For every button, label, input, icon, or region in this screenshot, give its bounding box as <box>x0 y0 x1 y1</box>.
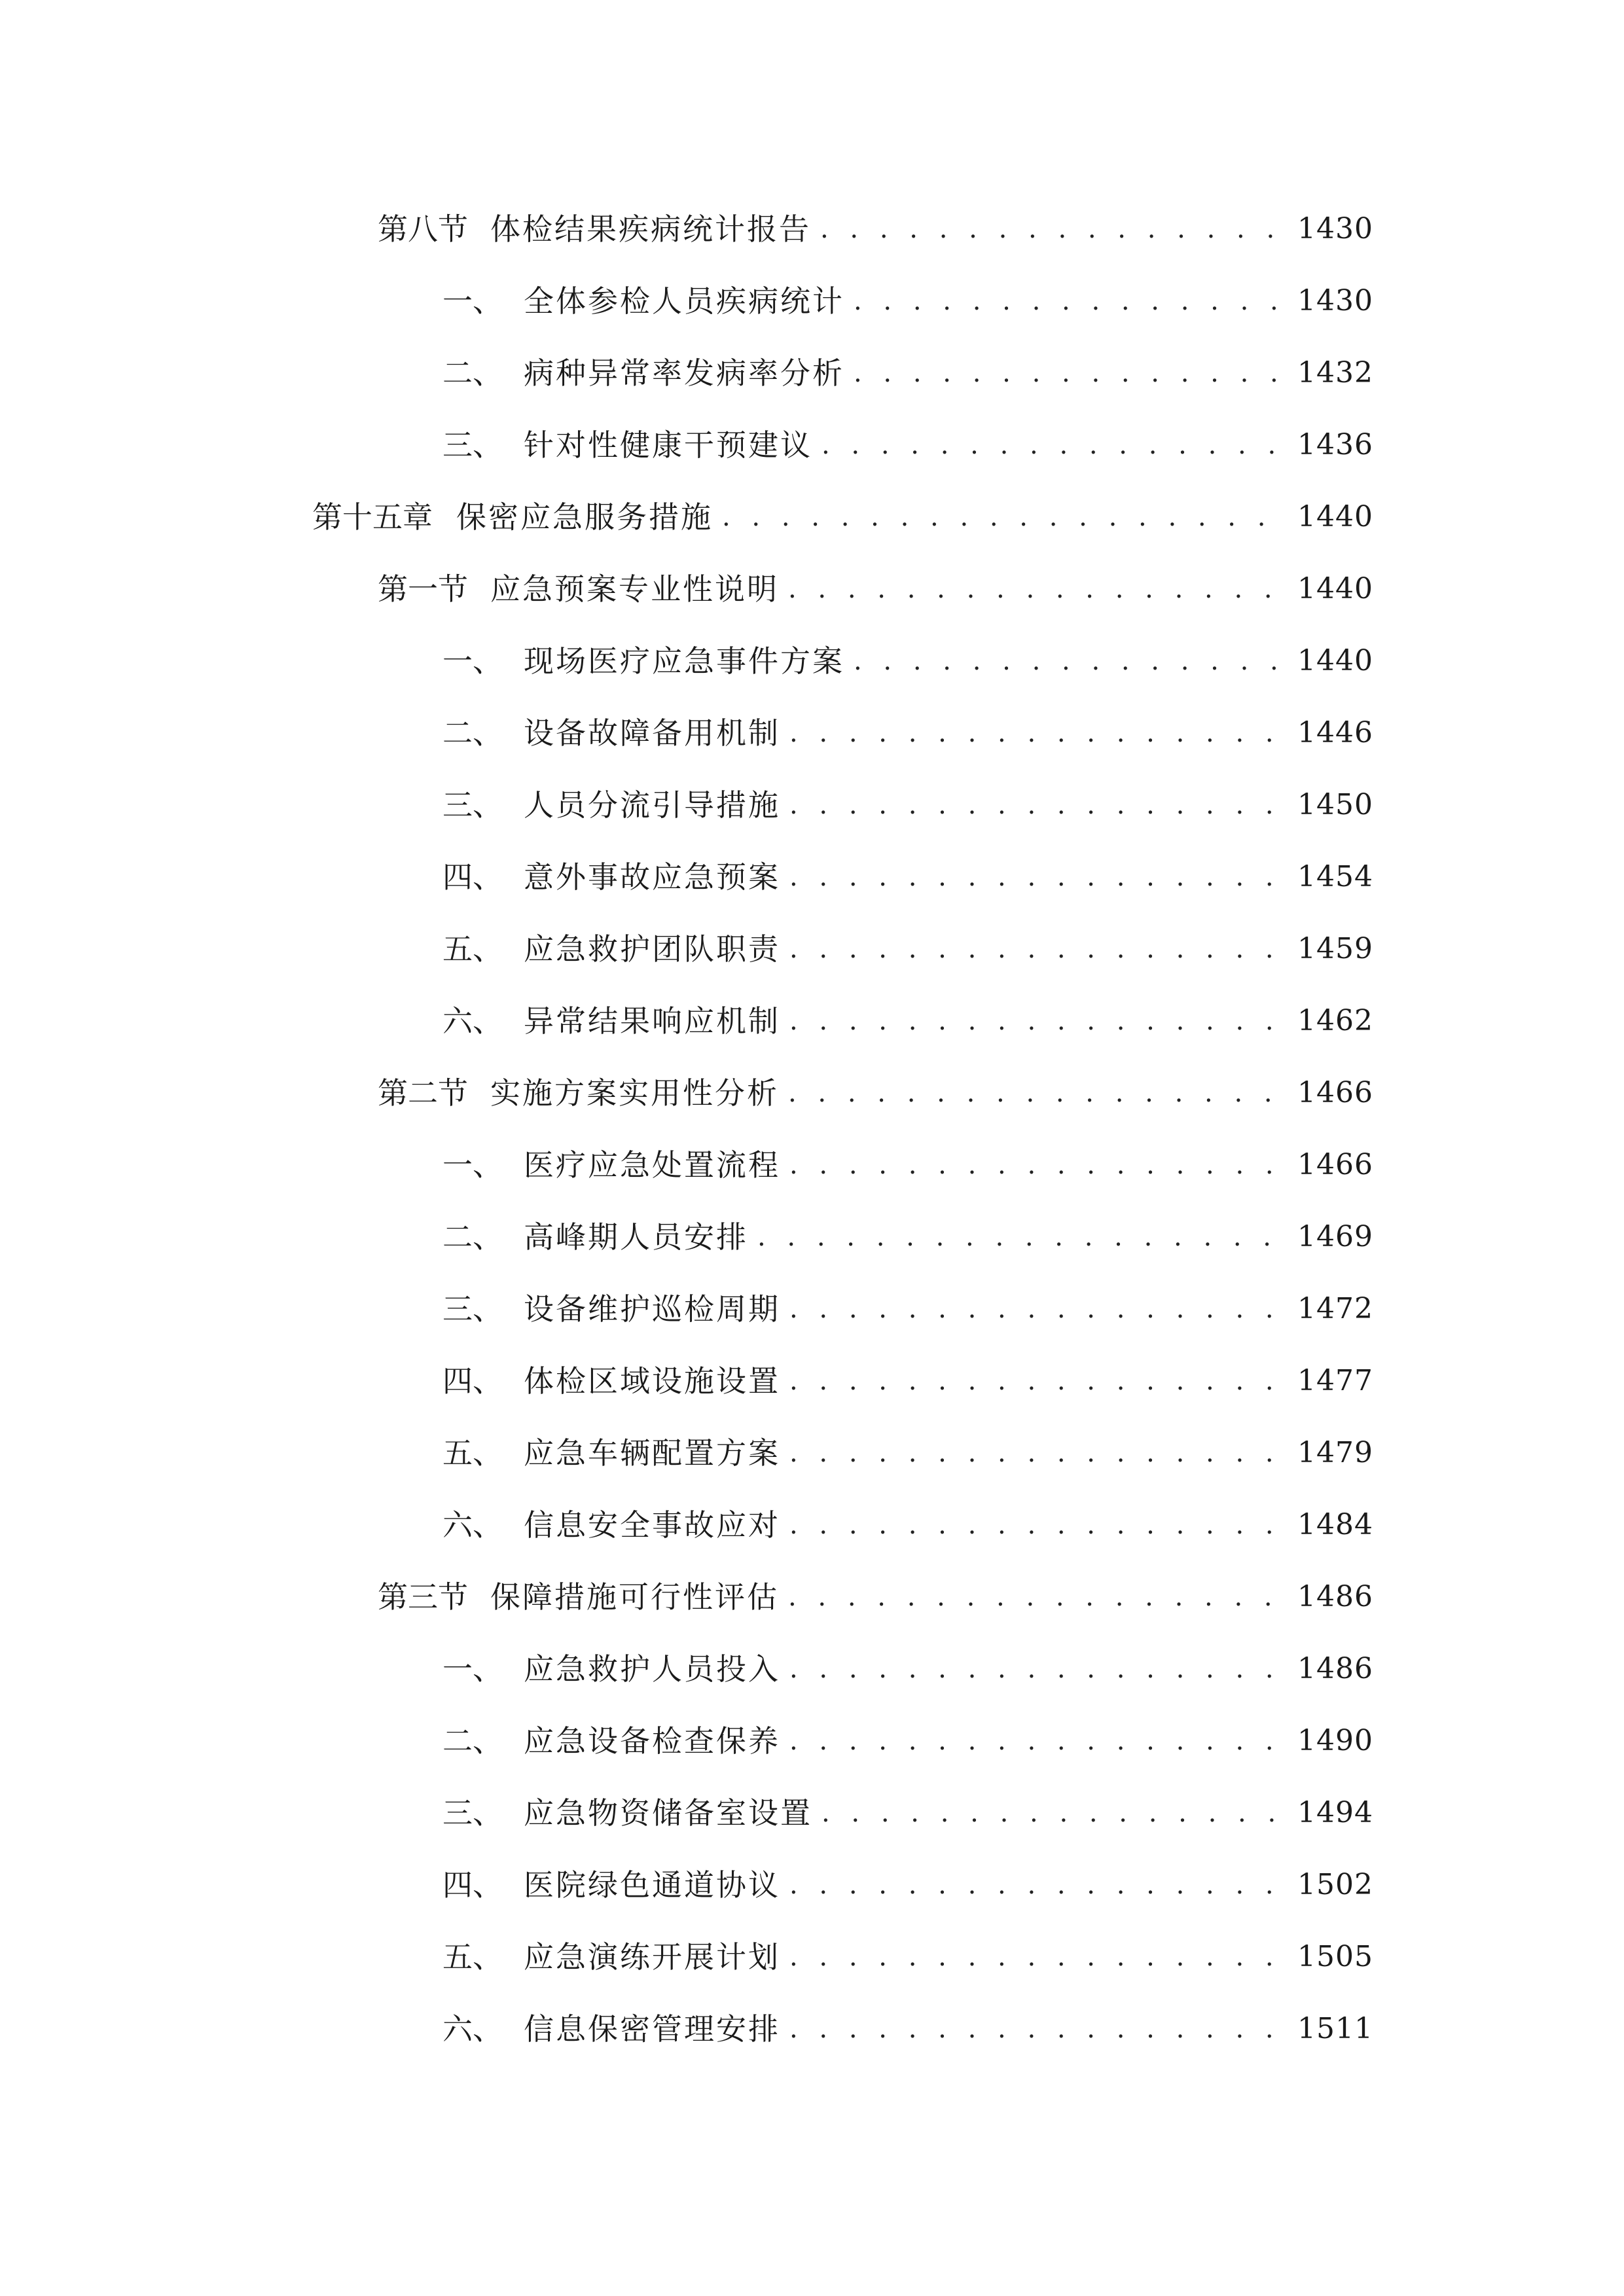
toc-entry-title: 应急演练开展计划 <box>524 1939 780 1975</box>
toc-entry-title: 体检区域设施设置 <box>524 1363 780 1399</box>
toc-entry-page: 1430 <box>1297 284 1373 317</box>
toc-entry-page: 1450 <box>1297 788 1373 821</box>
toc-dot-leader <box>854 635 1286 687</box>
toc-entry-marker: 四、 <box>442 1867 503 1903</box>
toc-dot-leader <box>789 1643 1286 1695</box>
toc-dot-leader <box>722 491 1286 543</box>
toc-entry-marker: 一、 <box>442 643 503 679</box>
toc-entry-marker: 二、 <box>442 1219 503 1255</box>
toc-entry-section[interactable] <box>378 1571 1373 1623</box>
toc-dot-leader <box>789 1931 1286 1983</box>
toc-entry-marker: 六、 <box>442 2011 503 2047</box>
toc-entry-page: 1440 <box>1297 644 1373 677</box>
toc-entry-page: 1440 <box>1297 500 1373 533</box>
toc-entry-marker: 第十五章 <box>312 499 433 535</box>
toc-entry-title: 意外事故应急预案 <box>524 859 780 895</box>
toc-entry-page: 1484 <box>1297 1508 1373 1541</box>
toc-entry-marker: 六、 <box>442 1003 503 1039</box>
toc-entry-item[interactable] <box>442 1715 1373 1767</box>
toc-entry-title: 信息保密管理安排 <box>524 2011 780 2047</box>
toc-entry-title: 高峰期人员安排 <box>524 1219 748 1255</box>
toc-entry-page: 1477 <box>1297 1364 1373 1397</box>
toc-entry-title: 保障措施可行性评估 <box>490 1579 779 1615</box>
toc-entry-item[interactable] <box>442 419 1373 471</box>
toc-entry-title: 应急设备检查保养 <box>524 1723 780 1759</box>
toc-entry-item[interactable] <box>442 1931 1373 1983</box>
toc-entry-marker: 一、 <box>442 1651 503 1687</box>
toc-entry-title: 应急物资储备室设置 <box>524 1795 812 1831</box>
toc-entry-title: 体检结果疾病统计报告 <box>490 211 811 247</box>
toc-entry-title: 保密应急服务措施 <box>456 499 713 535</box>
toc-entry-marker: 三、 <box>442 1291 503 1327</box>
toc-dot-leader <box>820 203 1286 255</box>
toc-entry-title: 应急救护团队职责 <box>524 931 780 967</box>
toc-dot-leader <box>854 347 1286 399</box>
toc-entry-page: 1469 <box>1297 1220 1373 1253</box>
toc-entry-title: 医疗应急处置流程 <box>524 1147 780 1183</box>
toc-entry-title: 实施方案实用性分析 <box>490 1075 779 1111</box>
toc-entry-marker: 五、 <box>442 1435 503 1471</box>
toc-entry-section[interactable] <box>378 203 1373 255</box>
toc-entry-page: 1502 <box>1297 1868 1373 1901</box>
toc-entry-page: 1462 <box>1297 1004 1373 1037</box>
toc-entry-title: 设备故障备用机制 <box>524 715 780 751</box>
toc-dot-leader <box>789 995 1286 1047</box>
toc-dot-leader <box>788 1571 1286 1623</box>
toc-entry-item[interactable] <box>442 1139 1373 1191</box>
toc-entry-title: 应急预案专业性说明 <box>490 571 779 607</box>
toc-entry-item[interactable] <box>442 347 1373 399</box>
toc-dot-leader <box>789 1859 1286 1911</box>
toc-entry-item[interactable] <box>442 851 1373 903</box>
toc-entry-marker: 二、 <box>442 1723 503 1759</box>
toc-entry-item[interactable] <box>442 275 1373 327</box>
toc-dot-leader <box>757 1211 1286 1263</box>
toc-entry-chapter[interactable] <box>312 491 1373 543</box>
toc-entry-item[interactable] <box>442 2003 1373 2055</box>
toc-entry-title: 人员分流引导措施 <box>524 787 780 823</box>
toc-entry-page: 1505 <box>1297 1940 1373 1973</box>
toc-entry-item[interactable] <box>442 635 1373 687</box>
toc-entry-page: 1486 <box>1297 1580 1373 1613</box>
toc-entry-title: 信息安全事故应对 <box>524 1507 780 1543</box>
toc-dot-leader <box>789 1283 1286 1335</box>
toc-entry-item[interactable] <box>442 1355 1373 1407</box>
toc-entry-page: 1479 <box>1297 1436 1373 1469</box>
toc-entry-title: 现场医疗应急事件方案 <box>524 643 844 679</box>
toc-dot-leader <box>789 923 1286 975</box>
toc-entry-marker: 四、 <box>442 859 503 895</box>
toc-entry-item[interactable] <box>442 1427 1373 1479</box>
toc-dot-leader <box>789 707 1286 759</box>
toc-dot-leader <box>789 2003 1286 2055</box>
toc-entry-marker: 四、 <box>442 1363 503 1399</box>
toc-entry-item[interactable] <box>442 995 1373 1047</box>
toc-entry-title: 病种异常率发病率分析 <box>524 355 844 391</box>
toc-entry-title: 应急救护人员投入 <box>524 1651 780 1687</box>
toc-entry-marker: 一、 <box>442 1147 503 1183</box>
toc-dot-leader <box>789 1715 1286 1767</box>
toc-entry-page: 1436 <box>1297 428 1373 461</box>
toc-dot-leader <box>789 1427 1286 1479</box>
toc-entry-item[interactable] <box>442 707 1373 759</box>
toc-entry-marker: 三、 <box>442 1795 503 1831</box>
toc-entry-title: 设备维护巡检周期 <box>524 1291 780 1327</box>
toc-entry-marker: 第三节 <box>378 1579 468 1615</box>
toc-entry-marker: 六、 <box>442 1507 503 1543</box>
toc-entry-page: 1490 <box>1297 1724 1373 1757</box>
toc-entry-item[interactable] <box>442 1787 1373 1839</box>
toc-entry-item[interactable] <box>442 779 1373 831</box>
toc-dot-leader <box>789 779 1286 831</box>
toc-entry-marker: 二、 <box>442 355 503 391</box>
toc-entry-page: 1430 <box>1297 212 1373 245</box>
toc-entry-item[interactable] <box>442 1859 1373 1911</box>
toc-entry-marker: 第一节 <box>378 571 468 607</box>
toc-entry-item[interactable] <box>442 1499 1373 1551</box>
toc-entry-marker: 二、 <box>442 715 503 751</box>
toc-entry-item[interactable] <box>442 1643 1373 1695</box>
toc-entry-page: 1459 <box>1297 932 1373 965</box>
toc-entry-section[interactable] <box>378 563 1373 615</box>
toc-entry-page: 1454 <box>1297 860 1373 893</box>
toc-entry-page: 1486 <box>1297 1652 1373 1685</box>
toc-dot-leader <box>789 1499 1286 1551</box>
toc-entry-item[interactable] <box>442 1211 1373 1263</box>
toc-entry-marker: 第八节 <box>378 211 468 247</box>
toc-entry-marker: 三、 <box>442 787 503 823</box>
toc-entry-page: 1466 <box>1297 1148 1373 1181</box>
toc-entry-page: 1432 <box>1297 356 1373 389</box>
toc-entry-marker: 第二节 <box>378 1075 468 1111</box>
toc-entry-title: 针对性健康干预建议 <box>524 427 812 463</box>
toc-entry-page: 1494 <box>1297 1796 1373 1829</box>
toc-entry-title: 异常结果响应机制 <box>524 1003 780 1039</box>
toc-entry-page: 1440 <box>1297 572 1373 605</box>
toc-dot-leader <box>821 419 1286 471</box>
toc-dot-leader <box>789 1355 1286 1407</box>
toc-entry-marker: 五、 <box>442 931 503 967</box>
toc-entry-page: 1472 <box>1297 1292 1373 1325</box>
toc-entry-item[interactable] <box>442 1283 1373 1335</box>
toc-dot-leader <box>788 1067 1286 1119</box>
toc-dot-leader <box>789 851 1286 903</box>
toc-dot-leader <box>789 1139 1286 1191</box>
toc-entry-item[interactable] <box>442 923 1373 975</box>
toc-entry-page: 1511 <box>1297 2012 1373 2045</box>
toc-entry-marker: 三、 <box>442 427 503 463</box>
toc-entry-title: 全体参检人员疾病统计 <box>524 283 844 319</box>
toc-entry-title: 应急车辆配置方案 <box>524 1435 780 1471</box>
toc-entry-marker: 一、 <box>442 283 503 319</box>
toc-entry-section[interactable] <box>378 1067 1373 1119</box>
toc-dot-leader <box>821 1787 1286 1839</box>
toc-entry-page: 1446 <box>1297 716 1373 749</box>
toc-entry-marker: 五、 <box>442 1939 503 1975</box>
toc-dot-leader <box>854 275 1286 327</box>
toc-entry-page: 1466 <box>1297 1076 1373 1109</box>
toc-entry-title: 医院绿色通道协议 <box>524 1867 780 1903</box>
toc-dot-leader <box>788 563 1286 615</box>
